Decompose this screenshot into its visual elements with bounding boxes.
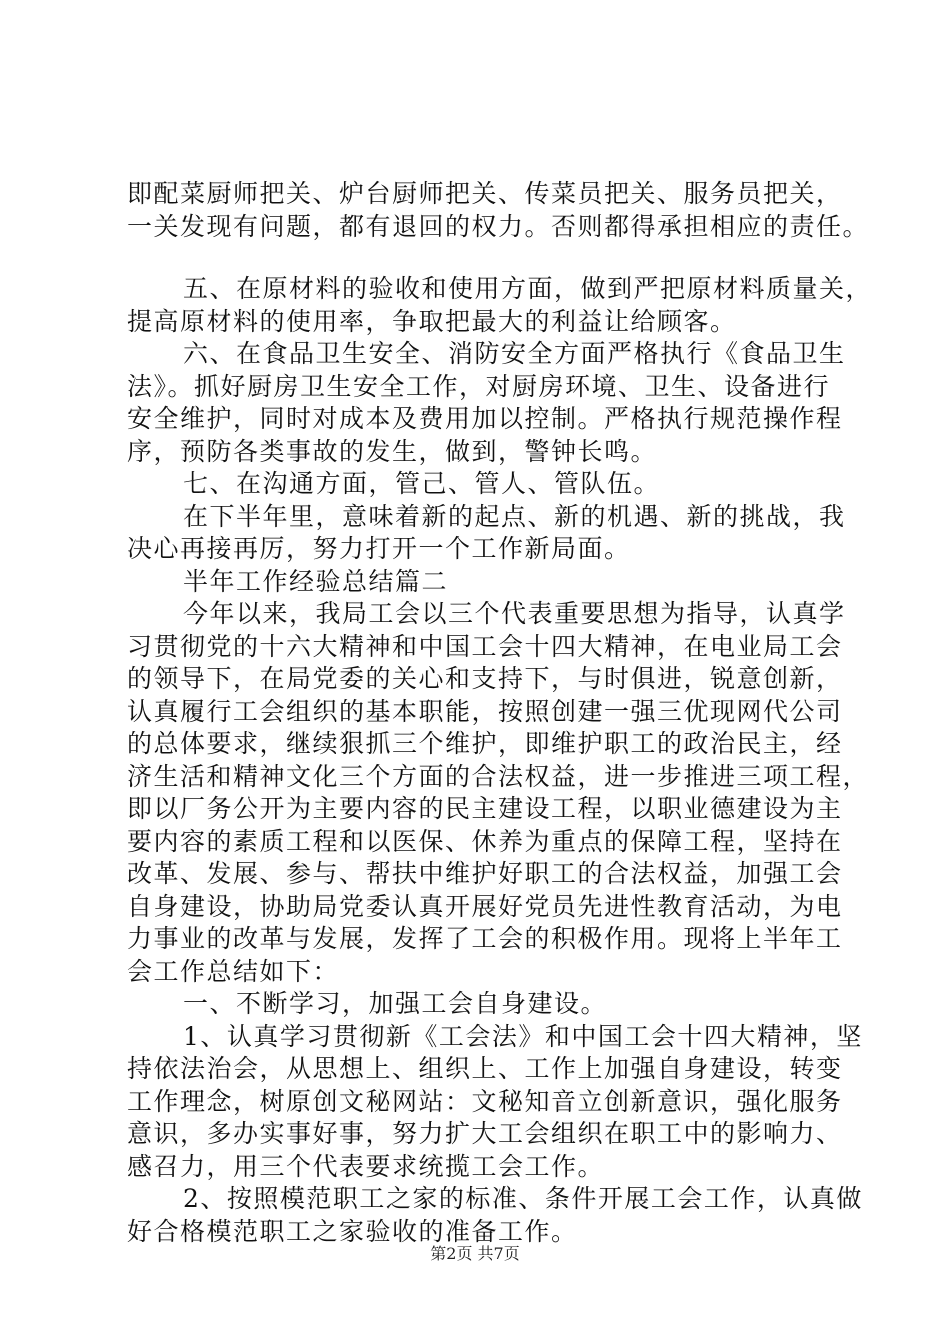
text-line: 力事业的改革与发展，发挥了工会的积极作用。现将上半年工 bbox=[127, 924, 843, 953]
text-line: 的领导下，在局党委的关心和支持下，与时俱进，锐意创新， bbox=[127, 664, 843, 693]
text-line: 法》。抓好厨房卫生安全工作，对厨房环境、卫生、设备进行 bbox=[127, 371, 831, 401]
paragraph-5-line: 五、在原材料的验收和使用方面，做到严把原材料质量关， bbox=[183, 274, 873, 303]
text-line: 济生活和精神文化三个方面的合法权益，进一步推进三项工程， bbox=[127, 761, 870, 791]
text-line: 认真履行工会组织的基本职能，按照创建一强三优现网代公司 bbox=[127, 696, 843, 726]
paragraph-gap bbox=[127, 243, 842, 273]
text-line: 感召力，用三个代表要求统揽工会工作。 bbox=[127, 1151, 605, 1181]
text-line: 会工作总结如下： bbox=[127, 956, 340, 986]
item-1-line: 1、认真学习贯彻新《工会法》和中国工会十四大精神，坚 bbox=[183, 1021, 863, 1051]
text-line: 即以厂务公开为主要内容的民主建设工程，以职业德建设为主 bbox=[127, 794, 843, 823]
text-line: 改革、发展、参与、帮扶中维护好职工的合法权益，加强工会 bbox=[127, 859, 843, 888]
paragraph-6-line: 六、在食品卫生安全、消防安全方面严格执行《食品卫生 bbox=[183, 339, 846, 368]
page-number-footer: 第2页 共7页 bbox=[430, 1244, 520, 1263]
text-line: 自身建设，协助局党委认真开展好党员先进性教育活动，为电 bbox=[127, 891, 843, 921]
text-line: 即配菜厨师把关、炉台厨师把关、传菜员把关、服务员把关， bbox=[127, 179, 843, 208]
text-line: 要内容的素质工程和以医保、休养为重点的保障工程，坚持在 bbox=[127, 826, 843, 856]
text-line: 好合格模范职工之家验收的准备工作。 bbox=[127, 1216, 578, 1246]
text-line: 工作理念，树原创文秘网站：文秘知音立创新意识，强化服务 bbox=[127, 1086, 843, 1116]
paragraph-line: 今年以来，我局工会以三个代表重要思想为指导，认真学 bbox=[183, 599, 846, 628]
text-line: 安全维护，同时对成本及费用加以控制。严格执行规范操作程 bbox=[127, 404, 843, 433]
text-line: 的总体要求，继续狠抓三个维护，即维护职工的政治民主，经 bbox=[127, 729, 843, 758]
section-heading: 半年工作经验总结篇二 bbox=[183, 566, 449, 596]
text-line: 序，预防各类事故的发生，做到，警钟长鸣。 bbox=[127, 436, 658, 466]
paragraph-7-line: 七、在沟通方面，管己、管人、管队伍。 bbox=[183, 469, 661, 498]
text-line: 持依法治会，从思想上、组织上、工作上加强自身建设，转变 bbox=[127, 1054, 843, 1083]
text-line: 提高原材料的使用率，争取把最大的利益让给顾客。 bbox=[127, 306, 737, 336]
item-2-line: 2、按照模范职工之家的标准、条件开展工会工作，认真做 bbox=[183, 1184, 863, 1213]
text-line: 习贯彻党的十六大精神和中国工会十四大精神，在电业局工会 bbox=[127, 631, 843, 661]
paragraph-line: 在下半年里，意味着新的起点、新的机遇、新的挑战，我 bbox=[183, 501, 846, 531]
text-line: 意识，多办实事好事，努力扩大工会组织在职工中的影响力、 bbox=[127, 1119, 843, 1148]
subsection-heading: 一、不断学习，加强工会自身建设。 bbox=[183, 989, 608, 1018]
text-line: 决心再接再厉，努力打开一个工作新局面。 bbox=[127, 534, 631, 563]
text-line: 一关发现有问题，都有退回的权力。否则都得承担相应的责任。 bbox=[127, 211, 870, 241]
document-body bbox=[127, 178, 873, 1248]
